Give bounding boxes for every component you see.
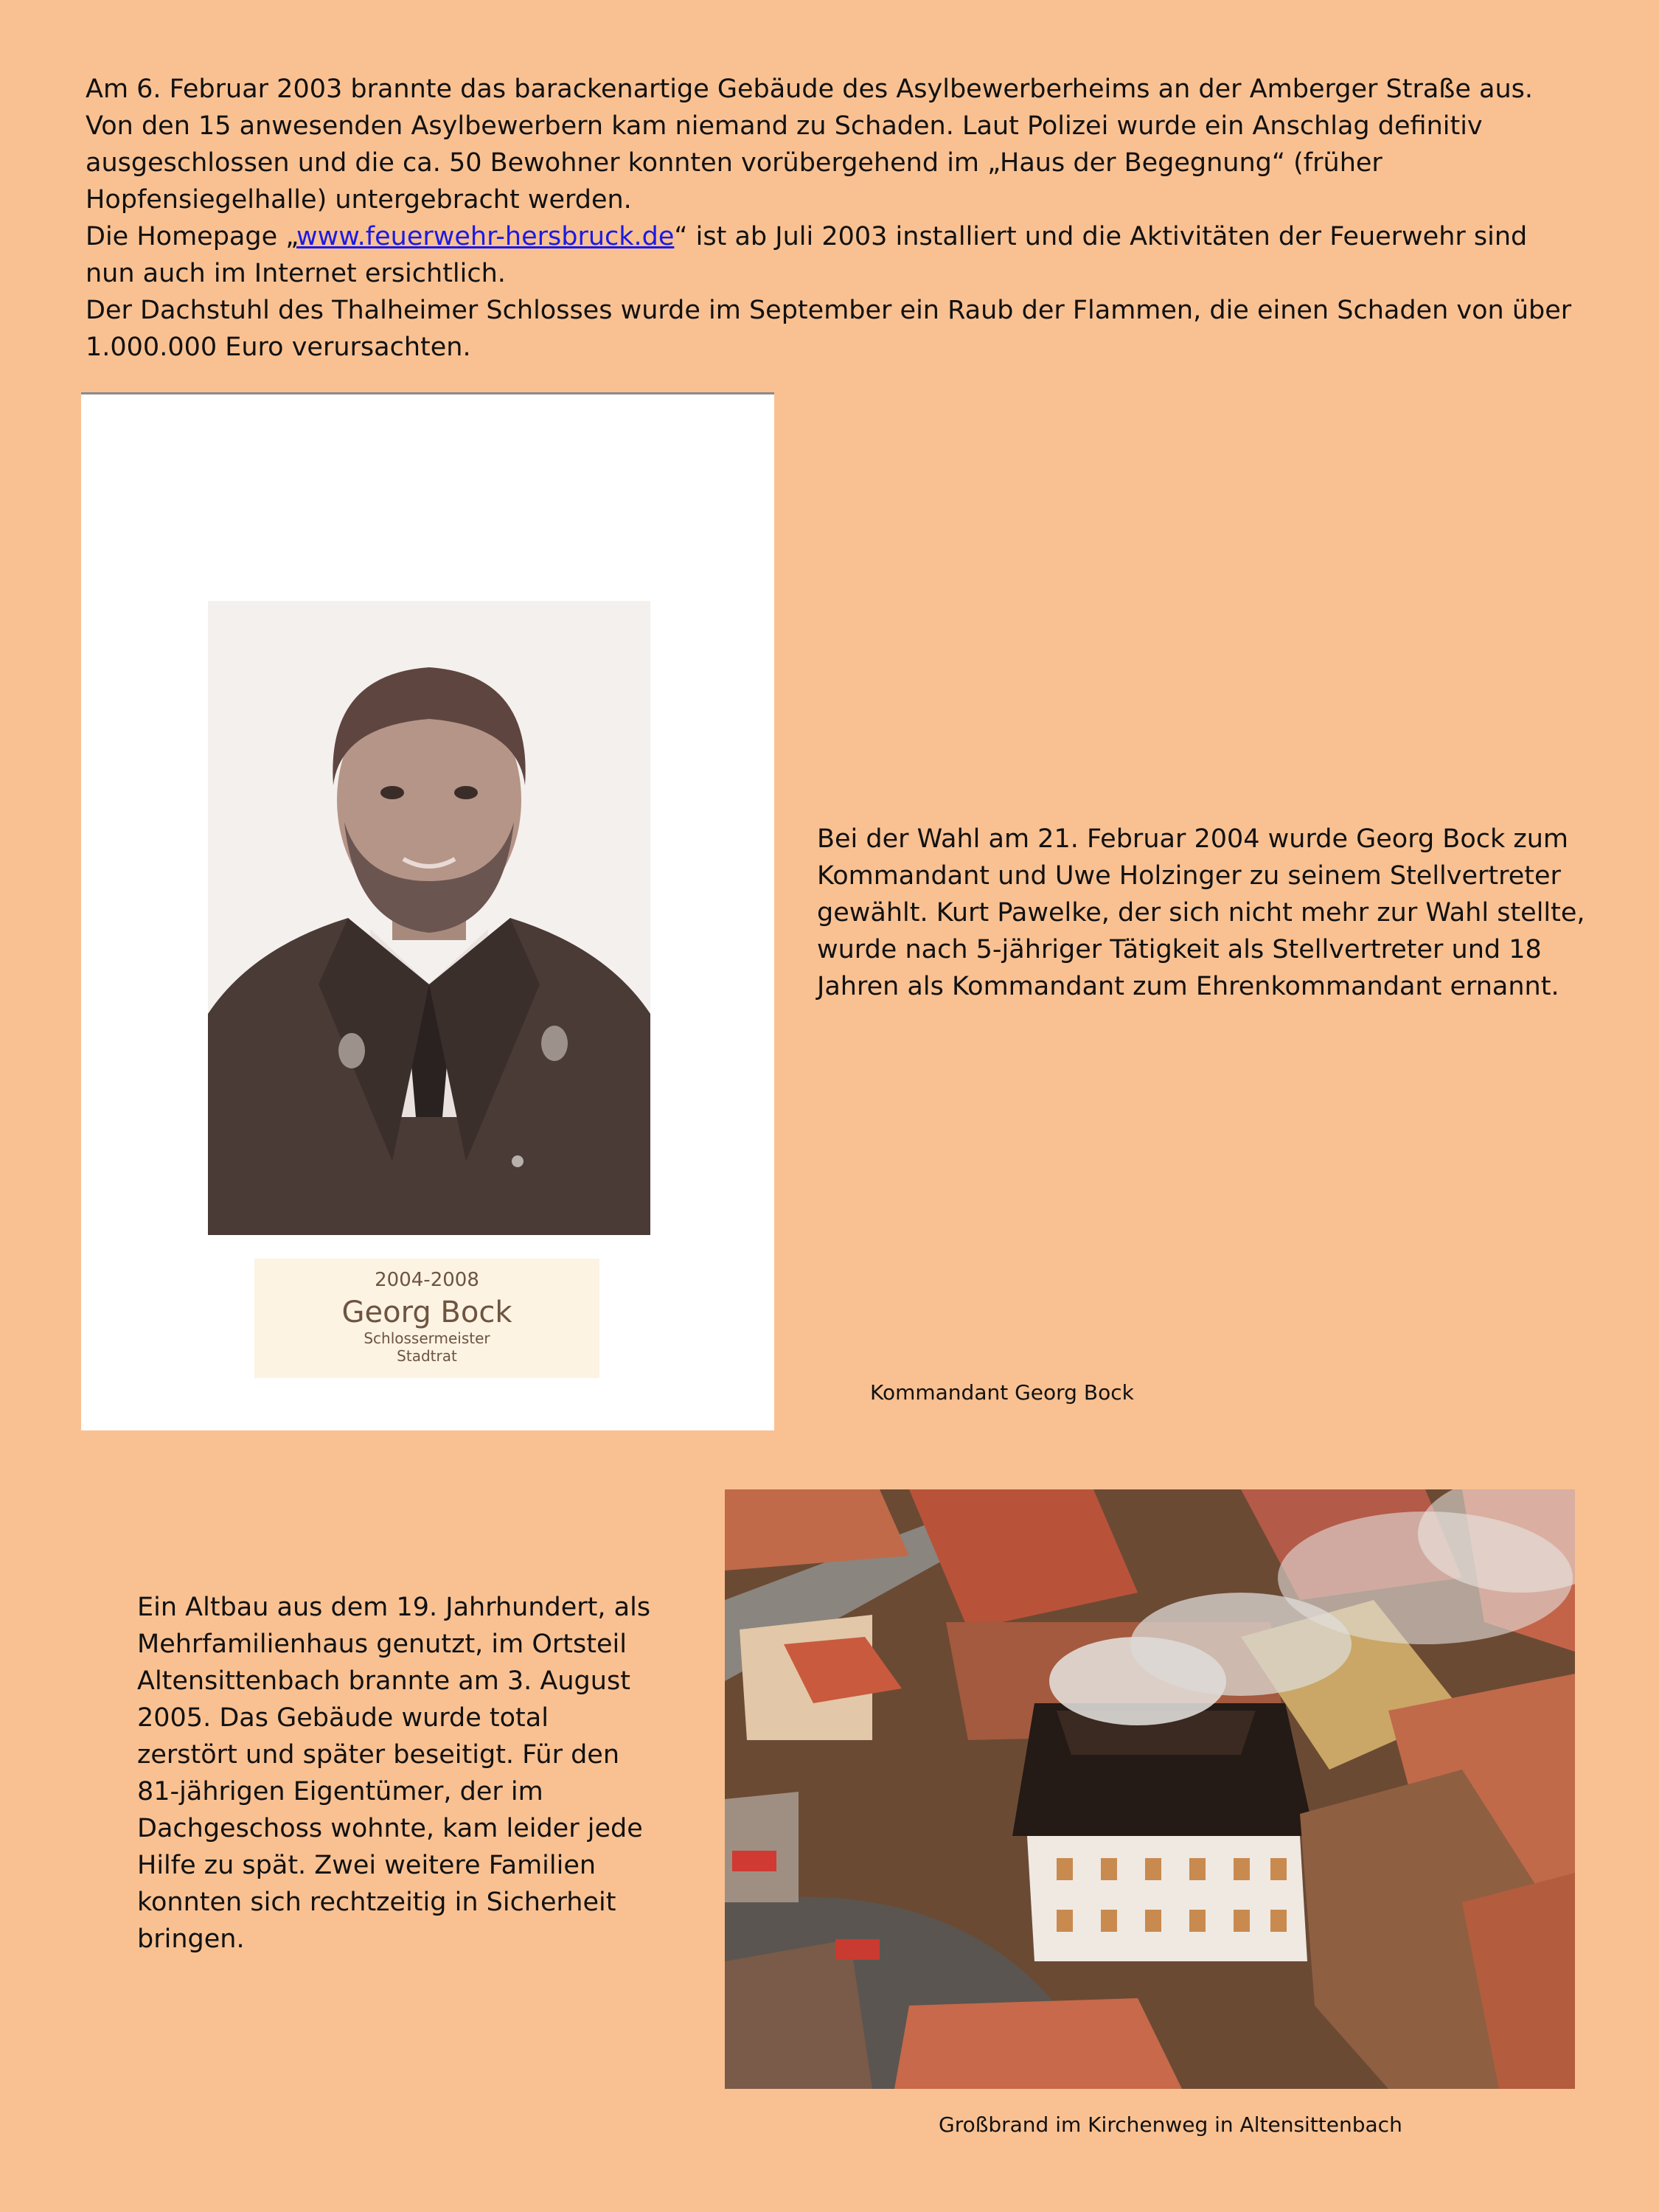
wahl-paragraph: Bei der Wahl am 21. Februar 2004 wurde Georg Bock zum Kommandant und Uwe Holzinger zu seinem Stellvertreter gewählt. Kurt Pawelke, der sich nicht mehr zur Wahl stellte, wurde nach 5-jähriger Tätigkeit als Stellvertreter und 18 Jahren als Kommandant zum Ehrenkommandant ernannt. [817,824,1585,1001]
nameplate-years: 2004-2008 [375,1269,479,1291]
nameplate-name: Georg Bock [341,1295,512,1329]
intro-text [86,71,1582,366]
portrait-illustration [208,601,650,1235]
fire-photo-caption: Großbrand im Kirchenweg in Altensittenbach [939,2112,1402,2137]
nameplate-title-1: Schlossermeister [364,1329,490,1347]
nameplate-title-2: Stadtrat [397,1347,457,1365]
fire-aerial-illustration [725,1489,1575,2089]
fire-photo [725,1489,1575,2089]
intro-paragraph-asylheim: Am 6. Februar 2003 brannte das barackenartige Gebäude des Asylbewerberheims an der Amberger Straße aus. Von den 15 anwesenden Asylbewerbern kam niemand zu Schaden. Laut Polizei wurde ein Anschlag definitiv ausgeschlossen und die ca. 50 Bewohner konnten vorübergehend im „Haus der Begegnung“ (früher Hopfensiegelhalle) untergebracht werden. [86,74,1533,215]
homepage-text-before: Die Homepage „ [86,222,297,251]
homepage-text-after: “ ist ab Juli 2003 installiert und die Aktivitäten der Feuerwehr sind nun auch im Internet ersichtlich. [86,222,1528,288]
portrait-frame [81,392,774,1430]
portrait-photo [208,601,650,1235]
homepage-link[interactable]: www.feuerwehr-hersbruck.de [296,222,675,251]
intro-paragraph-schloss: Der Dachstuhl des Thalheimer Schlosses wurde im September ein Raub der Flammen, die einen Schaden von über 1.000.000 Euro verursachten. [86,296,1572,362]
nameplate [254,1259,599,1378]
intro-paragraph-homepage [86,218,1582,292]
portrait-caption: Kommandant Georg Bock [870,1380,1134,1405]
altbau-paragraph: Ein Altbau aus dem 19. Jahrhundert, als Mehrfamilienhaus genutzt, im Ortsteil Altensittenbach brannte am 3. August 2005. Das Gebäude wurde total zerstört und später beseitigt. Für den 81-jährigen Eigentümer, der im Dachgeschoss wohnte, kam leider jede Hilfe zu spät. Zwei weitere Familien konnten sich rechtzeitig in Sicherheit bringen. [137,1593,651,1954]
